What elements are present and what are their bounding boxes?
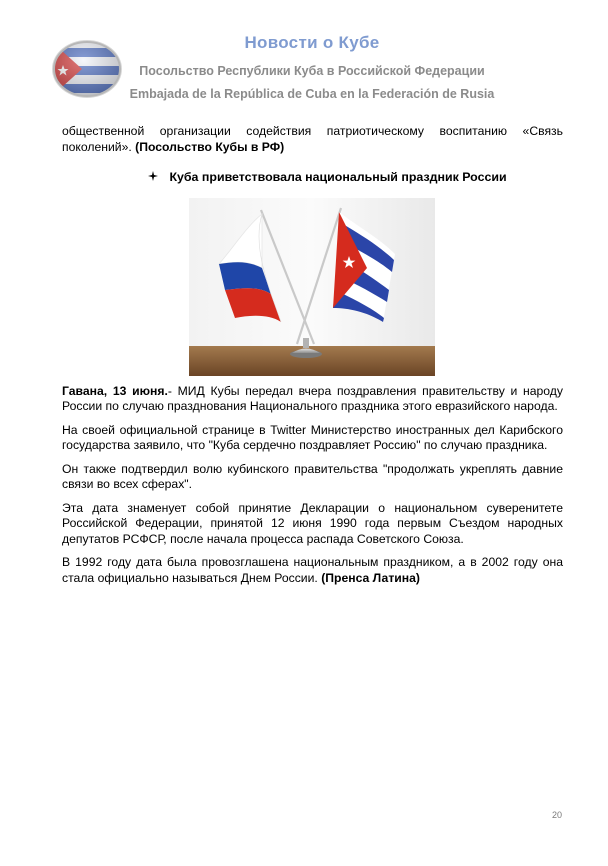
page-number: 20	[551, 810, 562, 820]
newsletter-title: Новости о Кубе	[244, 33, 380, 52]
dateline: Гавана, 13 июня.	[62, 383, 168, 398]
intro-text: общественной организации содействия патриотическому воспитанию «Связь поколений».	[62, 124, 563, 154]
p1-body: - МИД Кубы передал вчера поздравления правительству и народу России по случаю празднования Национального праздника этого евразийского народа.	[62, 383, 563, 413]
article-paragraph-4: Эта дата знаменует собой принятие Декларации о национальном суверенитете Российской Федерации, принятой 12 июня 1990 года первым Съездом народных депутатов РСФСР, после начала процесса распада Советского Союза.	[62, 500, 563, 546]
page-content	[62, 124, 563, 594]
embassy-name-ru: Посольство Республики Куба в Российской Федерации	[139, 64, 485, 78]
intro-paragraph	[62, 124, 563, 155]
article-paragraph-3: Он также подтвердил волю кубинского правительства "продолжать укреплять давние связи во всех сферах".	[62, 461, 563, 491]
russia-cuba-flags-photo	[189, 198, 435, 376]
article-paragraph-1	[62, 384, 563, 415]
article-heading	[62, 170, 563, 186]
article-title: Куба приветствовала национальный праздник России	[169, 170, 507, 184]
article-source: (Пренса Латина)	[321, 570, 420, 585]
p5-body: В 1992 году дата была провозглашена национальным праздником, а в 2002 году она стала официально называться Днем России.	[62, 555, 563, 585]
diamond-bullet-icon	[148, 170, 158, 186]
article-paragraph-2: На своей официальной странице в Twitter Министерство иностранных дел Карибского государства заявило, что "Куба сердечно поздравляет Россию" по случаю праздника.	[62, 422, 563, 452]
embassy-name-es: Embajada de la República de Cuba en la Federación de Rusia	[129, 87, 495, 101]
article-paragraph-5	[62, 555, 563, 586]
intro-source: (Посольство Кубы в РФ)	[135, 139, 285, 154]
page-header	[0, 0, 608, 110]
